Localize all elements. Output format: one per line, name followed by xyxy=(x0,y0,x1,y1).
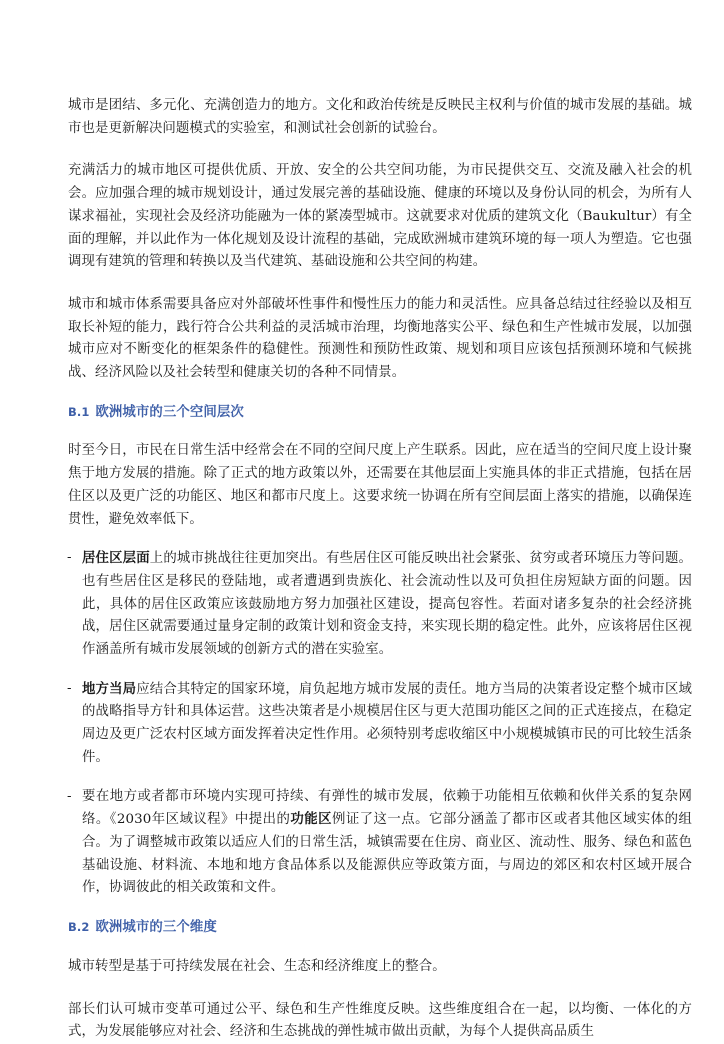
list-item xyxy=(68,786,692,901)
term-functional-areas: 功能区 xyxy=(290,811,332,828)
section-number: B.2 xyxy=(68,920,90,935)
section-title: 欧洲城市的三个维度 xyxy=(95,920,217,936)
paragraph-cities-diversity: 城市是团结、多元化、充满创造力的地方。文化和政治传统是反映民主权利与价值的城市发展的基础。城市也是更新解决问题模式的实验室，和测试社会创新的试验台。 xyxy=(68,98,692,136)
section-heading-b1 xyxy=(68,401,692,425)
section-heading-b2 xyxy=(68,916,692,940)
list-item xyxy=(68,678,692,770)
paragraph-public-space: 充满活力的城市地区可提供优质、开放、安全的公共空间功能，为市民提供交互、交流及融入社会的机会。应加强合理的城市规划设计，通过发展完善的基础设施、健康的环境以及身份认同的机会，为所有人谋求福祉，实现社会及经济功能融为一体的紧凑型城市。这就要求对优质的建筑文化（Baukultur）有全面的理解，并以此作为一体化规划及设计流程的基础，完成欧洲城市建筑环境的每一项人为塑造。它也强调现有建筑的管理和转换以及当代建筑、基础设施和公共空间的构建。 xyxy=(68,163,692,270)
paragraph-spatial-scales: 时至今日，市民在日常生活中经常会在不同的空间尺度上产生联系。因此，应在适当的空间尺度上设计聚焦于地方发展的措施。除了正式的地方政策以外，还需要在其他层面上实施具体的非正式措施，包括在居住区以及更广泛的功能区、地区和都市尺度上。这要求统一协调在所有空间层面上落实的措施，以确保连贯性，避免效率低下。 xyxy=(68,443,692,527)
list-item xyxy=(68,547,692,662)
section-title: 欧洲城市的三个空间层次 xyxy=(95,404,244,420)
list-item-text: 上的城市挑战往往更加突出。有些居住区可能反映出社会紧张、贫穷或者环境压力等问题。也有些居住区是移民的登陆地，或者遭遇到贵族化、社会流动性以及可负担住房短缺方面的问题。因此，具体的居住区政策应该鼓励地方努力加强社区建设，提高包容性。若面对诸多复杂的社会经济挑战，居住区就需要通过量身定制的政策计划和资金支持，来实现长期的稳定性。此外，应该将居住区视作涵盖所有城市发展领域的创新方式的潜在实验室。 xyxy=(82,551,693,658)
term-neighbourhood-level: 居住区层面 xyxy=(82,550,150,567)
spatial-levels-list xyxy=(68,547,692,900)
paragraph-resilience: 城市和城市体系需要具备应对外部破坏性事件和慢性压力的能力和灵活性。应具备总结过往经验以及相互取长补短的能力，践行符合公共利益的灵活城市治理，均衡地落实公平、绿色和生产性城市发展，以加强城市应对不断变化的框架条件的稳健性。预测性和预防性政策、规划和项目应该包括预测环境和气候挑战、经济风险以及社会转型和健康关切的各种不同情景。 xyxy=(68,296,692,381)
list-item-text: 应结合其特定的国家环境，肩负起地方城市发展的责任。地方当局的决策者设定整个城市区域的战略指导方针和具体运营。这些决策者是小规模居住区与更大范围功能区之间的正式连接点，在稳定周边及更广泛农村区域方面发挥着决定性作用。必须特别考虑收缩区中小规模城镇市民的可比较生活条件。 xyxy=(82,681,692,765)
list-item-text: 例证了这一点。它部分涵盖了都市区或者其他区域实体的组合。为了调整城市政策以适应人们的日常生活，城镇需要在住房、商业区、流动性、服务、绿色和蓝色基础设施、材料流、本地和地方食品体系以及能源供应等政策方面，与周边的郊区和农村区域开展合作，协调彼此的相关政策和文件。 xyxy=(82,812,692,896)
paragraph-transformation: 城市转型是基于可持续发展在社会、生态和经济维度上的整合。 xyxy=(68,958,446,974)
section-number: B.1 xyxy=(68,404,90,419)
list-item-text: 要在地方或者都市环境内实现可持续、有弹性的城市发展，依赖于功能相互依赖和伙伴关系的复杂网络。《2030年区域议程》中提出的 xyxy=(82,788,692,828)
term-local-authorities: 地方当局 xyxy=(82,680,137,697)
paragraph-dimensions: 部长们认可城市变革可通过公平、绿色和生产性维度反映。这些维度组合在一起，以均衡、一体化的方式，为发展能够应对社会、经济和生态挑战的弹性城市做出贡献，为每个人提供高品质生 xyxy=(68,1001,692,1040)
